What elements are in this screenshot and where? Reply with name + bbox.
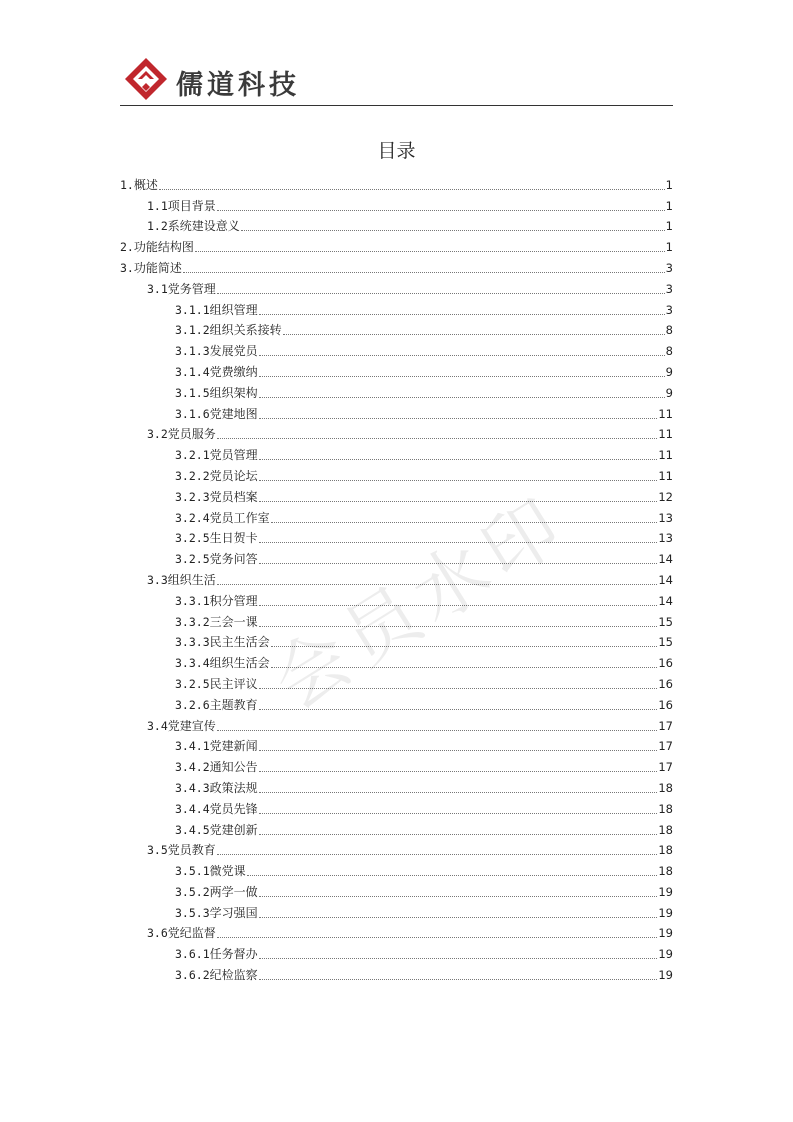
toc-entry-label: 纪检监察 bbox=[209, 968, 258, 983]
toc-entry-label: 民主评议 bbox=[209, 676, 258, 691]
toc-entry-number: 2. bbox=[120, 240, 134, 255]
toc-leader-dots bbox=[271, 645, 658, 647]
toc-entry-page: 18 bbox=[658, 822, 673, 837]
toc-entry-label: 通知公告 bbox=[209, 760, 258, 775]
toc-entry-number: 3.5 bbox=[147, 843, 168, 858]
toc-entry-label: 功能结构图 bbox=[133, 240, 194, 255]
toc-leader-dots bbox=[259, 791, 658, 793]
toc-entry-page: 18 bbox=[658, 843, 673, 858]
toc-leader-dots bbox=[259, 313, 665, 315]
toc-entry-page: 1 bbox=[665, 240, 673, 255]
toc-entry-label: 党员教育 bbox=[167, 843, 216, 858]
toc-entry-label: 党员工作室 bbox=[209, 510, 270, 525]
company-logo-icon bbox=[124, 57, 168, 101]
toc-entry-number: 1. bbox=[120, 177, 134, 192]
toc-entry-label: 党员服务 bbox=[167, 427, 216, 442]
toc-leader-dots bbox=[259, 500, 658, 502]
toc-entry-label: 概述 bbox=[133, 177, 158, 192]
toc-entry-page: 19 bbox=[658, 947, 673, 962]
toc-entry-label: 项目背景 bbox=[167, 198, 216, 213]
toc-leader-dots bbox=[159, 188, 665, 190]
toc-entry-label: 民主生活会 bbox=[209, 635, 270, 650]
toc-entry-page: 8 bbox=[665, 344, 673, 359]
toc-entry[interactable] bbox=[120, 857, 673, 878]
toc-entry-label: 任务督办 bbox=[209, 947, 258, 962]
toc-entry[interactable] bbox=[120, 462, 673, 483]
toc-entry[interactable] bbox=[120, 899, 673, 920]
toc-entry-number: 3.3.3 bbox=[175, 635, 210, 650]
toc-leader-dots bbox=[241, 229, 665, 231]
toc-entry-number: 3.2.6 bbox=[175, 697, 210, 712]
toc-entry[interactable] bbox=[120, 545, 673, 566]
toc-entry-page: 18 bbox=[658, 864, 673, 879]
toc-entry-page: 11 bbox=[658, 448, 673, 463]
toc-entry-number: 1.2 bbox=[147, 219, 168, 234]
toc-entry-number: 3.2.5 bbox=[175, 531, 210, 546]
toc-entry-page: 12 bbox=[658, 489, 673, 504]
toc-entry-number: 3.4.4 bbox=[175, 801, 210, 816]
toc-entry-label: 积分管理 bbox=[209, 593, 258, 608]
toc-entry-page: 19 bbox=[658, 968, 673, 983]
toc-entry-label: 党员管理 bbox=[209, 448, 258, 463]
toc-entry-page: 3 bbox=[665, 281, 673, 296]
toc-title: 目录 bbox=[377, 140, 416, 162]
toc-entry[interactable] bbox=[120, 504, 673, 525]
toc-entry-number: 3.6.1 bbox=[175, 947, 210, 962]
toc-leader-dots bbox=[259, 396, 665, 398]
toc-entry[interactable] bbox=[120, 254, 673, 275]
toc-entry-number: 3.1.1 bbox=[175, 302, 210, 317]
toc-entry-number: 3.4.1 bbox=[175, 739, 210, 754]
toc-entry[interactable] bbox=[120, 337, 673, 358]
toc-entry-label: 党务问答 bbox=[209, 552, 258, 567]
toc-entry[interactable] bbox=[120, 753, 673, 774]
toc-entry-label: 党建地图 bbox=[209, 406, 258, 421]
toc-entry-number: 1.1 bbox=[147, 198, 168, 213]
toc-leader-dots bbox=[259, 625, 658, 627]
toc-entry[interactable] bbox=[120, 275, 673, 296]
toc-leader-dots bbox=[259, 770, 658, 772]
toc-leader-dots bbox=[259, 895, 658, 897]
toc-entry-number: 3.5.3 bbox=[175, 905, 210, 920]
header-divider bbox=[120, 105, 673, 106]
toc-entry[interactable] bbox=[120, 649, 673, 670]
toc-entry-label: 系统建设意义 bbox=[167, 219, 240, 234]
toc-entry-number: 3.2.2 bbox=[175, 468, 210, 483]
toc-entry-label: 功能简述 bbox=[133, 260, 182, 275]
toc-entry-number: 3.2 bbox=[147, 427, 168, 442]
toc-entry-page: 14 bbox=[658, 572, 673, 587]
toc-entry-number: 3.2.5 bbox=[175, 552, 210, 567]
toc-entry[interactable] bbox=[120, 171, 673, 192]
toc-entry[interactable] bbox=[120, 774, 673, 795]
company-name: 儒道科技 bbox=[176, 70, 300, 101]
toc-entry-number: 3.5.1 bbox=[175, 864, 210, 879]
toc-entry-number: 3.2.1 bbox=[175, 448, 210, 463]
toc-entry[interactable] bbox=[120, 525, 673, 546]
toc-entry-number: 3.4.3 bbox=[175, 780, 210, 795]
toc-entry-label: 生日贺卡 bbox=[209, 531, 258, 546]
toc-entry-page: 11 bbox=[658, 427, 673, 442]
toc-leader-dots bbox=[195, 250, 665, 252]
toc-leader-dots bbox=[259, 916, 658, 918]
toc-leader-dots bbox=[259, 458, 658, 460]
toc-entry-label: 党员先锋 bbox=[209, 801, 258, 816]
toc-entry-number: 3.4 bbox=[147, 718, 168, 733]
toc-entry-label: 党建宣传 bbox=[167, 718, 216, 733]
toc-entry-number: 3.1.3 bbox=[175, 344, 210, 359]
toc-entry[interactable] bbox=[120, 192, 673, 213]
toc-entry-number: 3.2.5 bbox=[175, 676, 210, 691]
toc-entry-label: 党费缴纳 bbox=[209, 364, 258, 379]
toc-entry-page: 11 bbox=[658, 468, 673, 483]
toc-leader-dots bbox=[259, 375, 665, 377]
toc-entry-page: 3 bbox=[665, 260, 673, 275]
toc-leader-dots bbox=[259, 833, 658, 835]
toc-entry-label: 党务管理 bbox=[167, 281, 216, 296]
toc-entry[interactable] bbox=[120, 441, 673, 462]
toc-entry-label: 党纪监督 bbox=[167, 926, 216, 941]
toc-entry-number: 3.2.3 bbox=[175, 489, 210, 504]
toc-entry-number: 3.3 bbox=[147, 572, 168, 587]
toc-leader-dots bbox=[259, 417, 658, 419]
toc-entry[interactable] bbox=[120, 940, 673, 961]
toc-entry-number: 3. bbox=[120, 260, 134, 275]
toc-entry-label: 组织生活会 bbox=[209, 656, 270, 671]
toc-entry[interactable] bbox=[120, 691, 673, 712]
toc-entry[interactable] bbox=[120, 587, 673, 608]
toc-entry[interactable] bbox=[120, 421, 673, 442]
toc-entry[interactable] bbox=[120, 878, 673, 899]
toc-entry-number: 3.3.2 bbox=[175, 614, 210, 629]
toc-entry-page: 9 bbox=[665, 385, 673, 400]
toc-leader-dots bbox=[217, 437, 658, 439]
toc-entry-page: 15 bbox=[658, 635, 673, 650]
toc-entry-page: 1 bbox=[665, 219, 673, 234]
toc-leader-dots bbox=[271, 666, 658, 668]
page-header bbox=[120, 55, 673, 107]
toc-entry[interactable] bbox=[120, 795, 673, 816]
toc-entry-label: 学习强国 bbox=[209, 905, 258, 920]
toc-entry-page: 1 bbox=[665, 177, 673, 192]
toc-entry-page: 15 bbox=[658, 614, 673, 629]
toc-entry-page: 3 bbox=[665, 302, 673, 317]
toc-entry-number: 3.6 bbox=[147, 926, 168, 941]
toc-entry[interactable] bbox=[120, 379, 673, 400]
toc-leader-dots bbox=[271, 521, 658, 523]
toc-entry-number: 3.1.4 bbox=[175, 364, 210, 379]
toc-entry[interactable] bbox=[120, 317, 673, 338]
toc-entry-label: 组织架构 bbox=[209, 385, 258, 400]
toc-entry-label: 组织关系接转 bbox=[209, 323, 282, 338]
toc-leader-dots bbox=[259, 812, 658, 814]
toc-entry-page: 19 bbox=[658, 905, 673, 920]
toc-entry-label: 党员论坛 bbox=[209, 468, 258, 483]
toc-leader-dots bbox=[259, 479, 658, 481]
toc-entry[interactable] bbox=[120, 213, 673, 234]
toc-leader-dots bbox=[217, 936, 658, 938]
toc-entry[interactable] bbox=[120, 629, 673, 650]
toc-entry-number: 3.1.5 bbox=[175, 385, 210, 400]
toc-entry-page: 18 bbox=[658, 780, 673, 795]
toc-leader-dots bbox=[259, 687, 658, 689]
toc-leader-dots bbox=[247, 874, 658, 876]
toc-entry-page: 18 bbox=[658, 801, 673, 816]
toc-entry-label: 政策法规 bbox=[209, 780, 258, 795]
toc-entry-label: 党员档案 bbox=[209, 489, 258, 504]
toc-leader-dots bbox=[217, 853, 658, 855]
toc-entry[interactable] bbox=[120, 233, 673, 254]
toc-entry-page: 17 bbox=[658, 718, 673, 733]
toc-entry-number: 3.1 bbox=[147, 281, 168, 296]
toc-entry-number: 3.2.4 bbox=[175, 510, 210, 525]
toc-entry-page: 16 bbox=[658, 697, 673, 712]
toc-entry[interactable] bbox=[120, 358, 673, 379]
toc-entry[interactable] bbox=[120, 837, 673, 858]
toc-entry-number: 3.4.5 bbox=[175, 822, 210, 837]
toc-entry-label: 主题教育 bbox=[209, 697, 258, 712]
toc-entry-page: 14 bbox=[658, 552, 673, 567]
toc-entry-number: 3.1.2 bbox=[175, 323, 210, 338]
toc-entry[interactable] bbox=[120, 712, 673, 733]
toc-entry[interactable] bbox=[120, 566, 673, 587]
toc-entry-label: 党建创新 bbox=[209, 822, 258, 837]
toc-entry-number: 3.5.2 bbox=[175, 884, 210, 899]
toc-entry[interactable] bbox=[120, 608, 673, 629]
toc-leader-dots bbox=[217, 292, 665, 294]
toc-entry-number: 3.3.1 bbox=[175, 593, 210, 608]
toc-entry[interactable] bbox=[120, 961, 673, 982]
toc-entry-page: 16 bbox=[658, 676, 673, 691]
toc-entry-page: 16 bbox=[658, 656, 673, 671]
toc-entry[interactable] bbox=[120, 400, 673, 421]
toc-leader-dots bbox=[259, 354, 665, 356]
toc-entry-label: 党建新闻 bbox=[209, 739, 258, 754]
toc-entry[interactable] bbox=[120, 483, 673, 504]
toc-leader-dots bbox=[183, 271, 665, 273]
toc-entry-page: 19 bbox=[658, 926, 673, 941]
toc-leader-dots bbox=[259, 604, 658, 606]
toc-entry-page: 13 bbox=[658, 531, 673, 546]
toc-leader-dots bbox=[259, 978, 658, 980]
toc-entry-number: 3.3.4 bbox=[175, 656, 210, 671]
toc-entry-label: 两学一做 bbox=[209, 884, 258, 899]
toc-leader-dots bbox=[259, 957, 658, 959]
toc-entry-label: 微党课 bbox=[209, 864, 246, 879]
toc-leader-dots bbox=[259, 541, 658, 543]
toc-leader-dots bbox=[259, 708, 658, 710]
toc-entry-page: 13 bbox=[658, 510, 673, 525]
toc-entry-page: 17 bbox=[658, 760, 673, 775]
toc-entry-page: 14 bbox=[658, 593, 673, 608]
toc-entry-page: 17 bbox=[658, 739, 673, 754]
toc-entry[interactable] bbox=[120, 670, 673, 691]
toc-leader-dots bbox=[259, 562, 658, 564]
toc-entry-number: 3.1.6 bbox=[175, 406, 210, 421]
toc-entry-label: 发展党员 bbox=[209, 344, 258, 359]
toc-entry-label: 组织管理 bbox=[209, 302, 258, 317]
toc-entry-page: 1 bbox=[665, 198, 673, 213]
toc-entry-number: 3.6.2 bbox=[175, 968, 210, 983]
toc-leader-dots bbox=[259, 749, 658, 751]
toc-entry-page: 8 bbox=[665, 323, 673, 338]
toc-leader-dots bbox=[217, 583, 658, 585]
toc-entry[interactable] bbox=[120, 920, 673, 941]
toc-leader-dots bbox=[217, 729, 658, 731]
toc-entry-number: 3.4.2 bbox=[175, 760, 210, 775]
toc-entry-label: 组织生活 bbox=[167, 572, 216, 587]
table-of-contents bbox=[120, 171, 673, 982]
toc-entry-page: 11 bbox=[658, 406, 673, 421]
toc-entry[interactable] bbox=[120, 816, 673, 837]
toc-entry[interactable] bbox=[120, 733, 673, 754]
watermark: 会员水印 bbox=[258, 479, 583, 727]
toc-entry-label: 三会一课 bbox=[209, 614, 258, 629]
toc-entry[interactable] bbox=[120, 296, 673, 317]
toc-leader-dots bbox=[283, 333, 665, 335]
toc-entry-page: 19 bbox=[658, 884, 673, 899]
toc-leader-dots bbox=[217, 209, 665, 211]
toc-entry-page: 9 bbox=[665, 364, 673, 379]
